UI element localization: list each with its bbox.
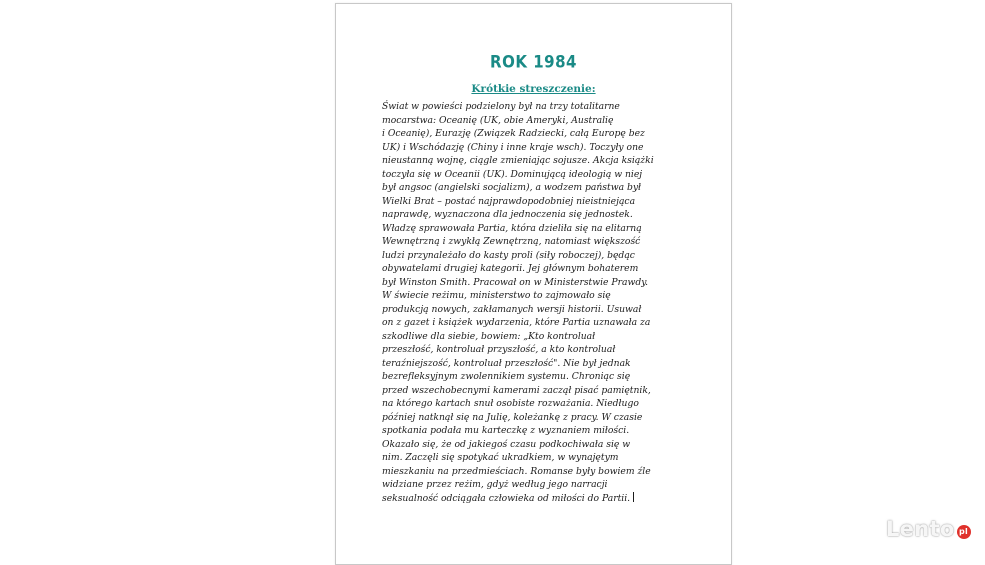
text-line: teraźniejszość, kontroluał przeszłość". Nie był jednak [382,357,631,369]
text-line: przeszłość, kontroluał przyszłość, a kto kontroluał [382,344,616,355]
text-line: produkcją nowych, zakłamanych wersji historii. Usuwał [382,303,642,315]
text-line: był Winston Smith. Pracował on w Ministerstwie Prawdy. [382,276,649,288]
text-line: nieustanną wojnę, ciągle zmieniając sojusze. Akcja książki [382,155,654,166]
text-line: obywatelami drugiej kategorii. Jej głównym bohaterem [382,263,639,274]
text-line: spotkania podała mu karteczkę z wyznaniem miłości. [382,425,630,436]
text-line: on z gazet i książek wydarzenia, które Partia uznawała za [382,317,651,328]
text-line: Świat w powieści podzielony był na trzy totalitarne [382,101,620,112]
text-line: nim. Zaczęli się spotykać ukradkiem, w wynajętym [382,452,619,463]
text-line: Władzę sprawowała Partia, która dzieliła się na elitarną [382,222,642,234]
text-line: seksualność odciągała człowieka od miłości do Partii. [382,492,631,504]
document-subtitle: Krótkie streszczenie: [471,83,596,95]
text-line: na którego kartach snuł osobiste rozważania. Niedługo [382,398,639,409]
document-body-text[interactable] [382,100,686,505]
text-line: Wewnętrzną i zwykłą Zewnętrzną, natomiast większość [382,236,641,247]
text-line-last [382,492,686,506]
watermark-badge: pl [957,525,971,539]
text-line: W świecie reżimu, ministerstwo to zajmowało się [382,290,611,301]
text-line: widziane przez reżim, gdyż według jego narracji [382,479,608,490]
text-line: szkodliwe dla siebie, bowiem: „Kto kontroluał [382,330,596,342]
watermark-text: Lento [886,517,955,541]
document-page [335,3,732,565]
text-line: mieszkaniu na przedmieściach. Romanse były bowiem źle [382,465,651,477]
lento-watermark-logo [886,517,971,541]
text-line: był angsoc (angielski socjalizm), a wodzem państwa był [382,182,642,193]
text-line: Wielki Brat – postać najprawdopodobniej nieistniejąca [382,195,636,207]
document-title: ROK 1984 [490,52,577,72]
text-line: naprawdę, wyznaczona dla jednoczenia się jednostek. [382,209,633,220]
text-line: przed wszechobecnymi kamerami zaczął pisać pamiętnik, [382,384,651,396]
text-line: mocarstwa: Oceanię (UK, obie Ameryki, Australię [382,114,614,126]
text-line: ludzi przynależało do kasty proli (siły roboczej), będąc [382,249,635,261]
text-line: bezrefleksyjnym zwolennikiem systemu. Chroniąc się [382,371,631,382]
text-line: i Oceanię), Eurazję (Związek Radziecki, całą Europę bez [382,128,645,139]
text-line: Okazało się, że od jakiegoś czasu podkochiwała się w [382,438,631,450]
text-line: później natknął się na Julię, koleżankę z pracy. W czasie [382,411,643,423]
text-line: UK) i Wschódazję (Chiny i inne kraje wsch). Toczyły one [382,141,644,153]
text-line: toczyła się w Oceanii (UK). Dominującą ideologią w niej [382,168,643,180]
text-cursor [633,492,634,502]
